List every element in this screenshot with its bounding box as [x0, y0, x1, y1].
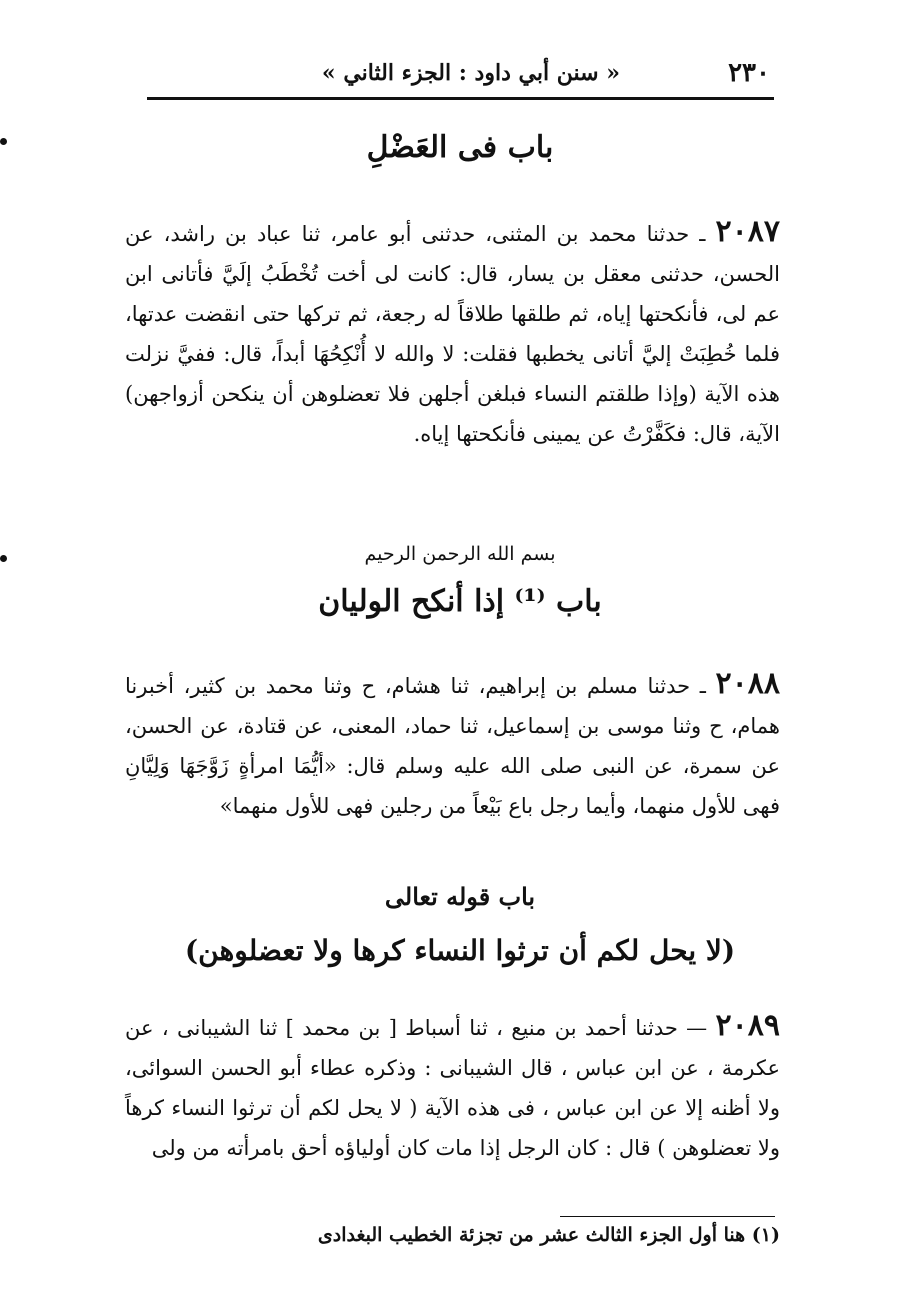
page-number: ٢٣٠ — [728, 58, 770, 88]
hadith-text: حدثنا محمد بن المثنى، حدثنى أبو عامر، ثنا عباد بن راشد، عن الحسن، حدثنى معقل بن يسار، قال: كانت لى أخت تُخْطَبُ إلَيَّ فأتانى ابن عم لى، فأنكحتها إياه، ثم طلقها طلاقاً له رجعة، ثم تركها حتى انقضت عدتها، فلما خُطِبَتْ إليَّ أتانى يخطبها فقلت: لا والله لا أُنْكِحُهَا أبداً، قال: ففيَّ نزلت هذه الآية (وإذا طلقتم النساء فبلغن أجلهن فلا تعضلوهن أن ينكحن أزواجهن) الآية، قال: فكَفَّرْتُ عن يمينى فأنكحتها إياه. — [125, 222, 780, 446]
chapter-heading-adl: باب فى العَضْلِ — [366, 130, 554, 165]
footnote-rule — [560, 1216, 775, 1217]
hadith-number: ٢٠٨٨ — [715, 666, 780, 701]
chapter-heading-waliyan: باب ⁽¹⁾ إذا أنكح الوليان — [318, 584, 602, 619]
header-title: « سنن أبي داود : الجزء الثاني » — [321, 60, 620, 86]
margin-dot — [0, 555, 7, 562]
hadith-2087 — [125, 212, 780, 454]
hadith-dash: ـ — [690, 674, 716, 698]
chapter-heading-qawluhu: باب قوله تعالى — [384, 882, 536, 911]
footnote-text: هنا أول الجزء الثالث عشر من تجزئة الخطيب البغدادى — [317, 1224, 746, 1246]
basmala: بسم الله الرحمن الرحيم — [364, 543, 556, 565]
running-header — [321, 58, 770, 90]
header-rule — [147, 97, 774, 100]
hadith-text: حدثنا أحمد بن منيع ، ثنا أسباط [ بن محمد ] ثنا الشيبانى ، عن عكرمة ، عن ابن عباس ، قال الشيبانى : وذكره عطاء أبو الحسن السوائى، ولا أظنه إلا عن ابن عباس ، فى هذه الآية ( لا يحل لكم أن ترثوا النساء كرهاً ولا تعضلوهن ) قال : كان الرجل إذا مات كان أولياؤه أحق بامرأته من ولى — [125, 1016, 780, 1160]
margin-dot — [0, 138, 7, 145]
hadith-text: حدثنا مسلم بن إبراهيم، ثنا هشام، ح وثنا محمد بن كثير، أخبرنا همام، ح وثنا موسى بن إسماعيل، ثنا حماد، المعنى، عن قتادة، عن الحسن، عن سمرة، عن النبى صلى الله عليه وسلم قال: «أيُّمَا امرأةٍ زَوَّجَهَا وَلِيَّانِ فهى للأول منهما، وأيما رجل باع بَيْعاً من رجلين فهى للأول منهما» — [125, 674, 780, 818]
hadith-dash: ـ — [689, 222, 716, 246]
footnote — [250, 1224, 780, 1246]
hadith-dash: — — [677, 1016, 716, 1040]
hadith-2088 — [125, 664, 780, 826]
footnote-marker: (١) — [751, 1224, 780, 1246]
hadith-number: ٢٠٨٩ — [715, 1008, 780, 1043]
hadith-number: ٢٠٨٧ — [715, 214, 780, 249]
hadith-2089 — [125, 1006, 780, 1168]
chapter-heading-ayah: (لا يحل لكم أن ترثوا النساء كرها ولا تعضلوهن) — [184, 934, 736, 967]
